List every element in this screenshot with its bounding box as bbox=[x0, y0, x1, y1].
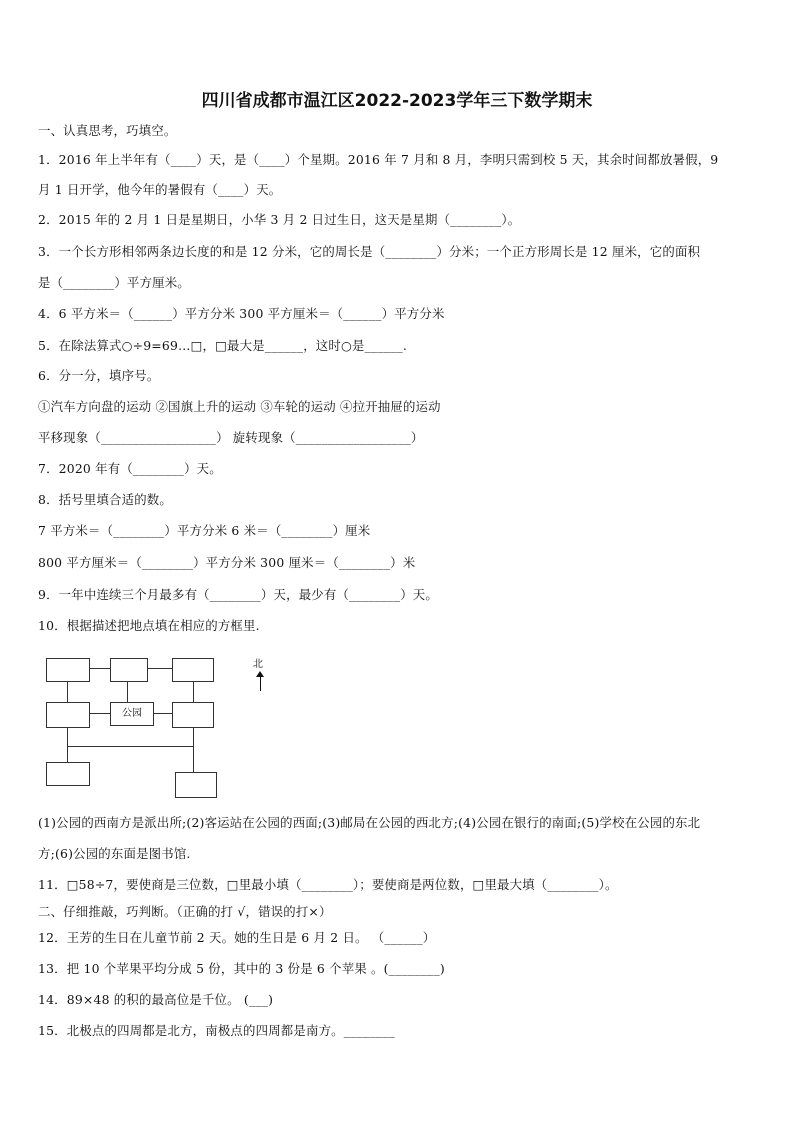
page-title: 四川省成都市温江区2022-2023学年三下数学期末 bbox=[201, 91, 593, 111]
map-park-box bbox=[110, 702, 154, 726]
question-10: 10．根据描述把地点填在相应的方框里. bbox=[38, 618, 260, 633]
map-box-west[interactable] bbox=[46, 702, 90, 728]
question-13: 13．把 10 个苹果平均分成 5 份，其中的 3 份是 6 个苹果 。(________) bbox=[38, 961, 445, 976]
section-2-heading: 二、仔细推敲，巧判断。（正确的打 √，错误的打×） bbox=[38, 904, 332, 919]
question-9: 9．一年中连续三个月最多有（________）天，最少有（________）天。 bbox=[38, 587, 438, 602]
question-8: 8．括号里填合适的数。 bbox=[38, 492, 172, 507]
question-1-line-2: 月 1 日开学，他今年的暑假有（____）天。 bbox=[38, 182, 282, 197]
question-2: 2．2015 年的 2 月 1 日是星期日，小华 3 月 2 日过生日，这天是星期（________）。 bbox=[38, 212, 521, 227]
question-10-description-line-2: 方;(6)公园的东面是图书馆. bbox=[38, 846, 191, 861]
question-14: 14．89×48 的积的最高位是千位。 (___) bbox=[38, 992, 274, 1007]
north-arrow bbox=[253, 655, 269, 695]
map-box-northwest[interactable] bbox=[46, 658, 90, 682]
question-5: 5．在除法算式○÷9=69…□，□最大是______，这时○是______. bbox=[38, 338, 408, 353]
question-3-line-2: 是（________）平方厘米。 bbox=[38, 275, 190, 290]
map-box-southeast[interactable] bbox=[175, 772, 217, 798]
map-box-east[interactable] bbox=[172, 702, 214, 728]
question-10-description-line-1: (1)公园的西南方是派出所;(2)客运站在公园的西面;(3)邮局在公园的西北方;(4)公园在银行的南面;(5)学校在公园的东北 bbox=[38, 815, 701, 830]
question-11: 11．□58÷7，要使商是三位数，□里最小填（________）；要使商是两位数，□里最大填（________）。 bbox=[38, 877, 618, 892]
question-7: 7．2020 年有（________）天。 bbox=[38, 461, 222, 476]
question-6: 6．分一分，填序号。 bbox=[38, 368, 160, 383]
question-15: 15．北极点的四周都是北方，南极点的四周都是南方。________ bbox=[38, 1023, 395, 1038]
section-1-heading: 一、认真思考，巧填空。 bbox=[38, 123, 177, 138]
map-box-northeast[interactable] bbox=[172, 658, 214, 682]
map-box-southwest[interactable] bbox=[46, 762, 90, 786]
question-6-answers: 平移现象（__________________） 旋转现象（__________________） bbox=[38, 430, 424, 445]
question-12: 12．王芳的生日在儿童节前 2 天。她的生日是 6 月 2 日。 （______） bbox=[38, 930, 436, 945]
question-6-options: ①汽车方向盘的运动 ②国旗上升的运动 ③车轮的运动 ④拉开抽屉的运动 bbox=[38, 399, 441, 414]
park-label: 公园 bbox=[122, 708, 142, 719]
location-map-diagram bbox=[38, 650, 228, 800]
question-3-line-1: 3．一个长方形相邻两条边长度的和是 12 分米，它的周长是（________）分米；一个正方形周长是 12 厘米，它的面积 bbox=[38, 244, 701, 259]
question-8-row-2: 800 平方厘米＝（________）平方分米 300 厘米＝（________）米 bbox=[38, 555, 416, 570]
question-8-row-1: 7 平方米＝（________）平方分米 6 米＝（________）厘米 bbox=[38, 523, 371, 538]
north-label: 北 bbox=[253, 659, 263, 670]
question-1-line-1: 1．2016 年上半年有（____）天，是（____）个星期。2016 年 7 月和 8 月，李明只需到校 5 天，其余时间都放暑假，9 bbox=[38, 152, 719, 167]
question-4: 4．6 平方米＝（______）平方分米 300 平方厘米＝（______）平方分米 bbox=[38, 306, 445, 321]
map-box-north[interactable] bbox=[110, 658, 148, 682]
